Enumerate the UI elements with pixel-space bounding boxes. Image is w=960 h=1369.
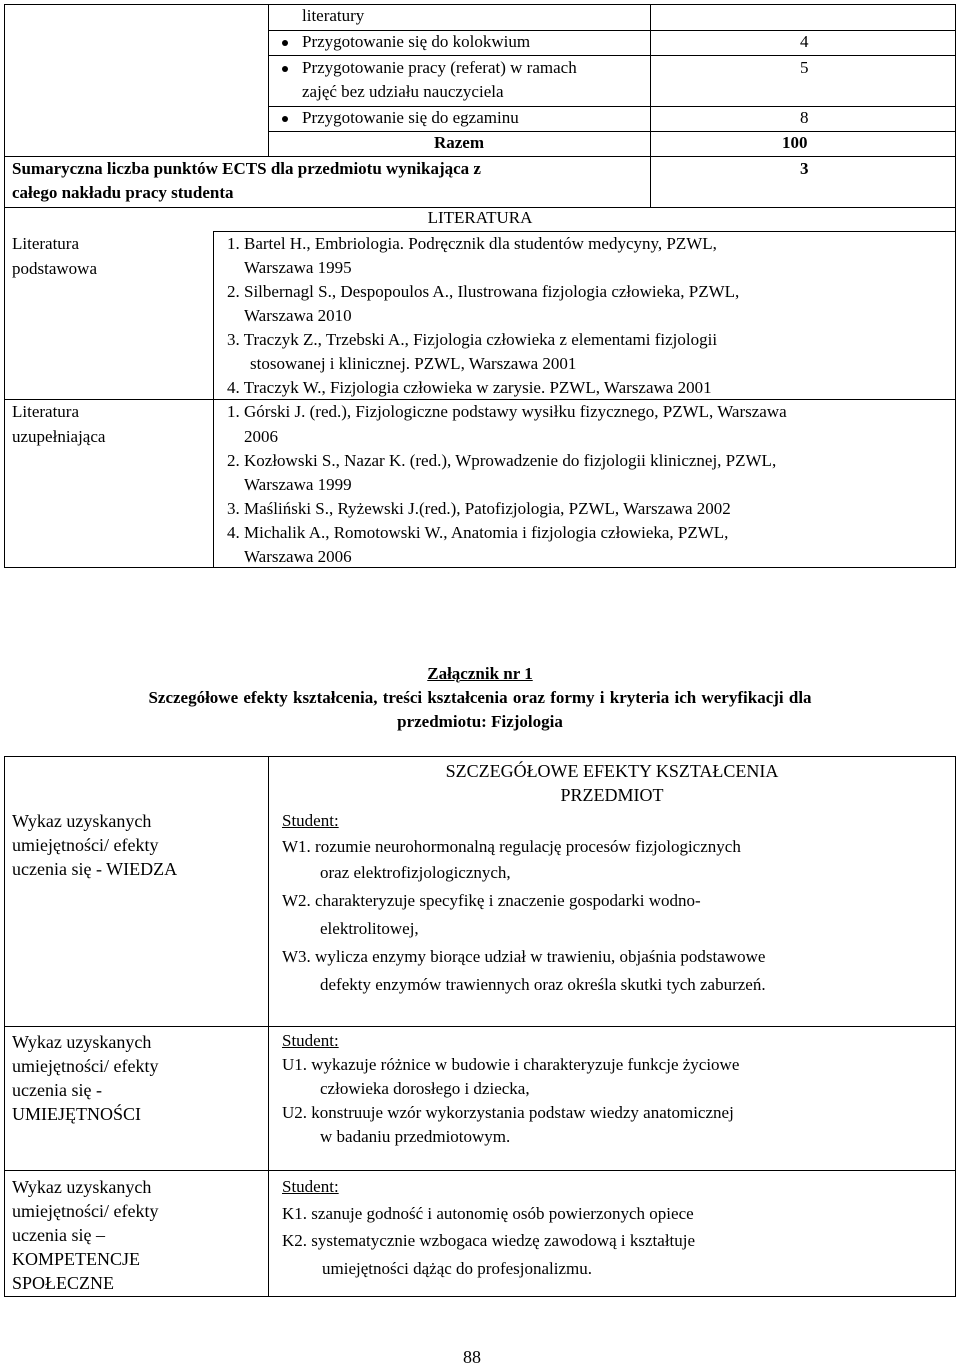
literature-header-divider [213, 231, 956, 232]
knowledge-label: uczenia się - WIEDZA [12, 859, 178, 879]
literature-item: Warszawa 2006 [244, 547, 352, 566]
effect-item: defekty enzymów trawiennych oraz określa skutki tych zaburzeń. [320, 975, 766, 994]
table-border-top [4, 4, 956, 5]
student-label: Student: [282, 1031, 339, 1050]
total-value: 100 [782, 133, 808, 152]
effect-item: człowieka dorosłego i dziecka, [320, 1079, 530, 1098]
bullet-icon [282, 116, 288, 122]
social-label: uczenia się – [12, 1225, 105, 1245]
workload-row-label: Przygotowanie pracy (referat) w ramach [302, 58, 577, 77]
workload-value-divider [650, 4, 651, 156]
annex-title: Załącznik nr 1 [427, 664, 533, 683]
annex-subtitle: przedmiotu: Fizjologia [397, 712, 563, 731]
ects-value: 3 [800, 159, 809, 178]
workload-row-label: Przygotowanie się do egzaminu [302, 108, 519, 127]
row-divider [4, 1026, 956, 1027]
effect-item: umiejętności dążąc do profesjonalizmu. [322, 1259, 593, 1278]
basic-literature-label: podstawowa [12, 259, 97, 278]
row-divider [268, 55, 956, 56]
workload-row-value: 5 [800, 58, 809, 77]
literature-item: 2. Silbernagl S., Despopoulos A., Ilustrowana fizjologia człowieka, PZWL, [227, 282, 740, 301]
effects-header: PRZEDMIOT [560, 785, 664, 805]
literature-header: LITERATURA [427, 208, 533, 227]
literature-item: 1. Bartel H., Embriologia. Podręcznik dla studentów medycyny, PZWL, [227, 234, 717, 253]
total-label: Razem [433, 133, 485, 152]
effect-item: W3. wylicza enzymy biorące udział w trawieniu, objaśnia podstawowe [282, 947, 766, 966]
literature-item: Warszawa 2010 [244, 306, 352, 325]
student-label: Student: [282, 811, 339, 830]
supplementary-literature-label: Literatura [12, 402, 80, 421]
effect-item: elektrolitowej, [320, 919, 419, 938]
table-border-right [955, 4, 956, 568]
ects-label: całego nakładu pracy studenta [12, 183, 234, 202]
literature-item: Warszawa 1995 [244, 258, 352, 277]
social-label: Wykaz uzyskanych [12, 1177, 152, 1197]
social-label: SPOŁECZNE [12, 1273, 115, 1293]
bullet-icon [282, 40, 288, 46]
row-divider [4, 1170, 956, 1171]
annex-subtitle: Szczegółowe efekty kształcenia, treści kształcenia oraz formy i kryteria ich weryfikacji dla [148, 688, 812, 707]
ects-label: Sumaryczna liczba punktów ECTS dla przedmiotu wynikająca z [12, 159, 481, 178]
literature-item: Warszawa 1999 [244, 475, 352, 494]
social-label: KOMPETENCJE [12, 1249, 141, 1269]
literature-item: 1. Górski J. (red.), Fizjologiczne podstawy wysiłku fizycznego, PZWL, Warszawa [227, 402, 787, 421]
skills-label: UMIEJĘTNOŚCI [12, 1104, 141, 1124]
effect-item: oraz elektrofizjologicznych, [320, 863, 511, 882]
literature-item: 2006 [244, 427, 278, 446]
skills-label: Wykaz uzyskanych [12, 1032, 152, 1052]
literature-item: stosowanej i klinicznej. PZWL, Warszawa 2001 [250, 354, 577, 373]
effect-item: K2. systematycznie wzbogaca wiedzę zawodową i kształtuje [282, 1231, 696, 1250]
effect-item: U1. wykazuje różnice w budowie i charakteryzuje funkcje życiowe [282, 1055, 740, 1074]
workload-row-value: 4 [800, 32, 809, 51]
ects-divider [650, 156, 651, 207]
skills-label: uczenia się - [12, 1080, 102, 1100]
effect-item: U2. konstruuje wzór wykorzystania podstaw wiedzy anatomicznej [282, 1103, 734, 1122]
literature-item: 3. Traczyk Z., Trzebski A., Fizjologia człowieka z elementami fizjologii [227, 330, 718, 349]
literature-item: 3. Maśliński S., Ryżewski J.(red.), Patofizjologia, PZWL, Warszawa 2002 [227, 499, 731, 518]
workload-row-label: Przygotowanie się do kolokwium [302, 32, 531, 51]
workload-row-label: zajęć bez udziału nauczyciela [302, 82, 504, 101]
knowledge-label: umiejętności/ efekty [12, 835, 159, 855]
literature-item: 2. Kozłowski S., Nazar K. (red.), Wprowadzenie do fizjologii klinicznej, PZWL, [227, 451, 777, 470]
bullet-icon [282, 66, 288, 72]
row-divider [4, 156, 956, 157]
knowledge-label: Wykaz uzyskanych [12, 811, 152, 831]
table-border-top [4, 756, 956, 757]
social-label: umiejętności/ efekty [12, 1201, 159, 1221]
basic-literature-label: Literatura [12, 234, 80, 253]
table-border-left [4, 4, 5, 568]
literature-item: 4. Traczyk W., Fizjologia człowieka w zarysie. PZWL, Warszawa 2001 [227, 378, 712, 397]
effect-item: K1. szanuje godność i autonomię osób powierzonych opiece [282, 1204, 694, 1223]
workload-row-value: 8 [800, 108, 809, 127]
effect-item: w badaniu przedmiotowym. [320, 1127, 511, 1146]
workload-row-label: literatury [302, 6, 365, 25]
effects-header: SZCZEGÓŁOWE EFEKTY KSZTAŁCENIA [445, 761, 779, 781]
literature-item: 4. Michalik A., Romotowski W., Anatomia i fizjologia człowieka, PZWL, [227, 523, 729, 542]
effect-item: W1. rozumie neurohormonalną regulację procesów fizjologicznych [282, 837, 741, 856]
skills-label: umiejętności/ efekty [12, 1056, 159, 1076]
table-border-bottom [4, 1296, 956, 1297]
table-border-bottom [4, 567, 956, 568]
supplementary-literature-label: uzupełniająca [12, 427, 106, 446]
student-label: Student: [282, 1177, 339, 1196]
page-number: 88 [463, 1347, 481, 1367]
effect-item: W2. charakteryzuje specyfikę i znaczenie gospodarki wodno- [282, 891, 701, 910]
